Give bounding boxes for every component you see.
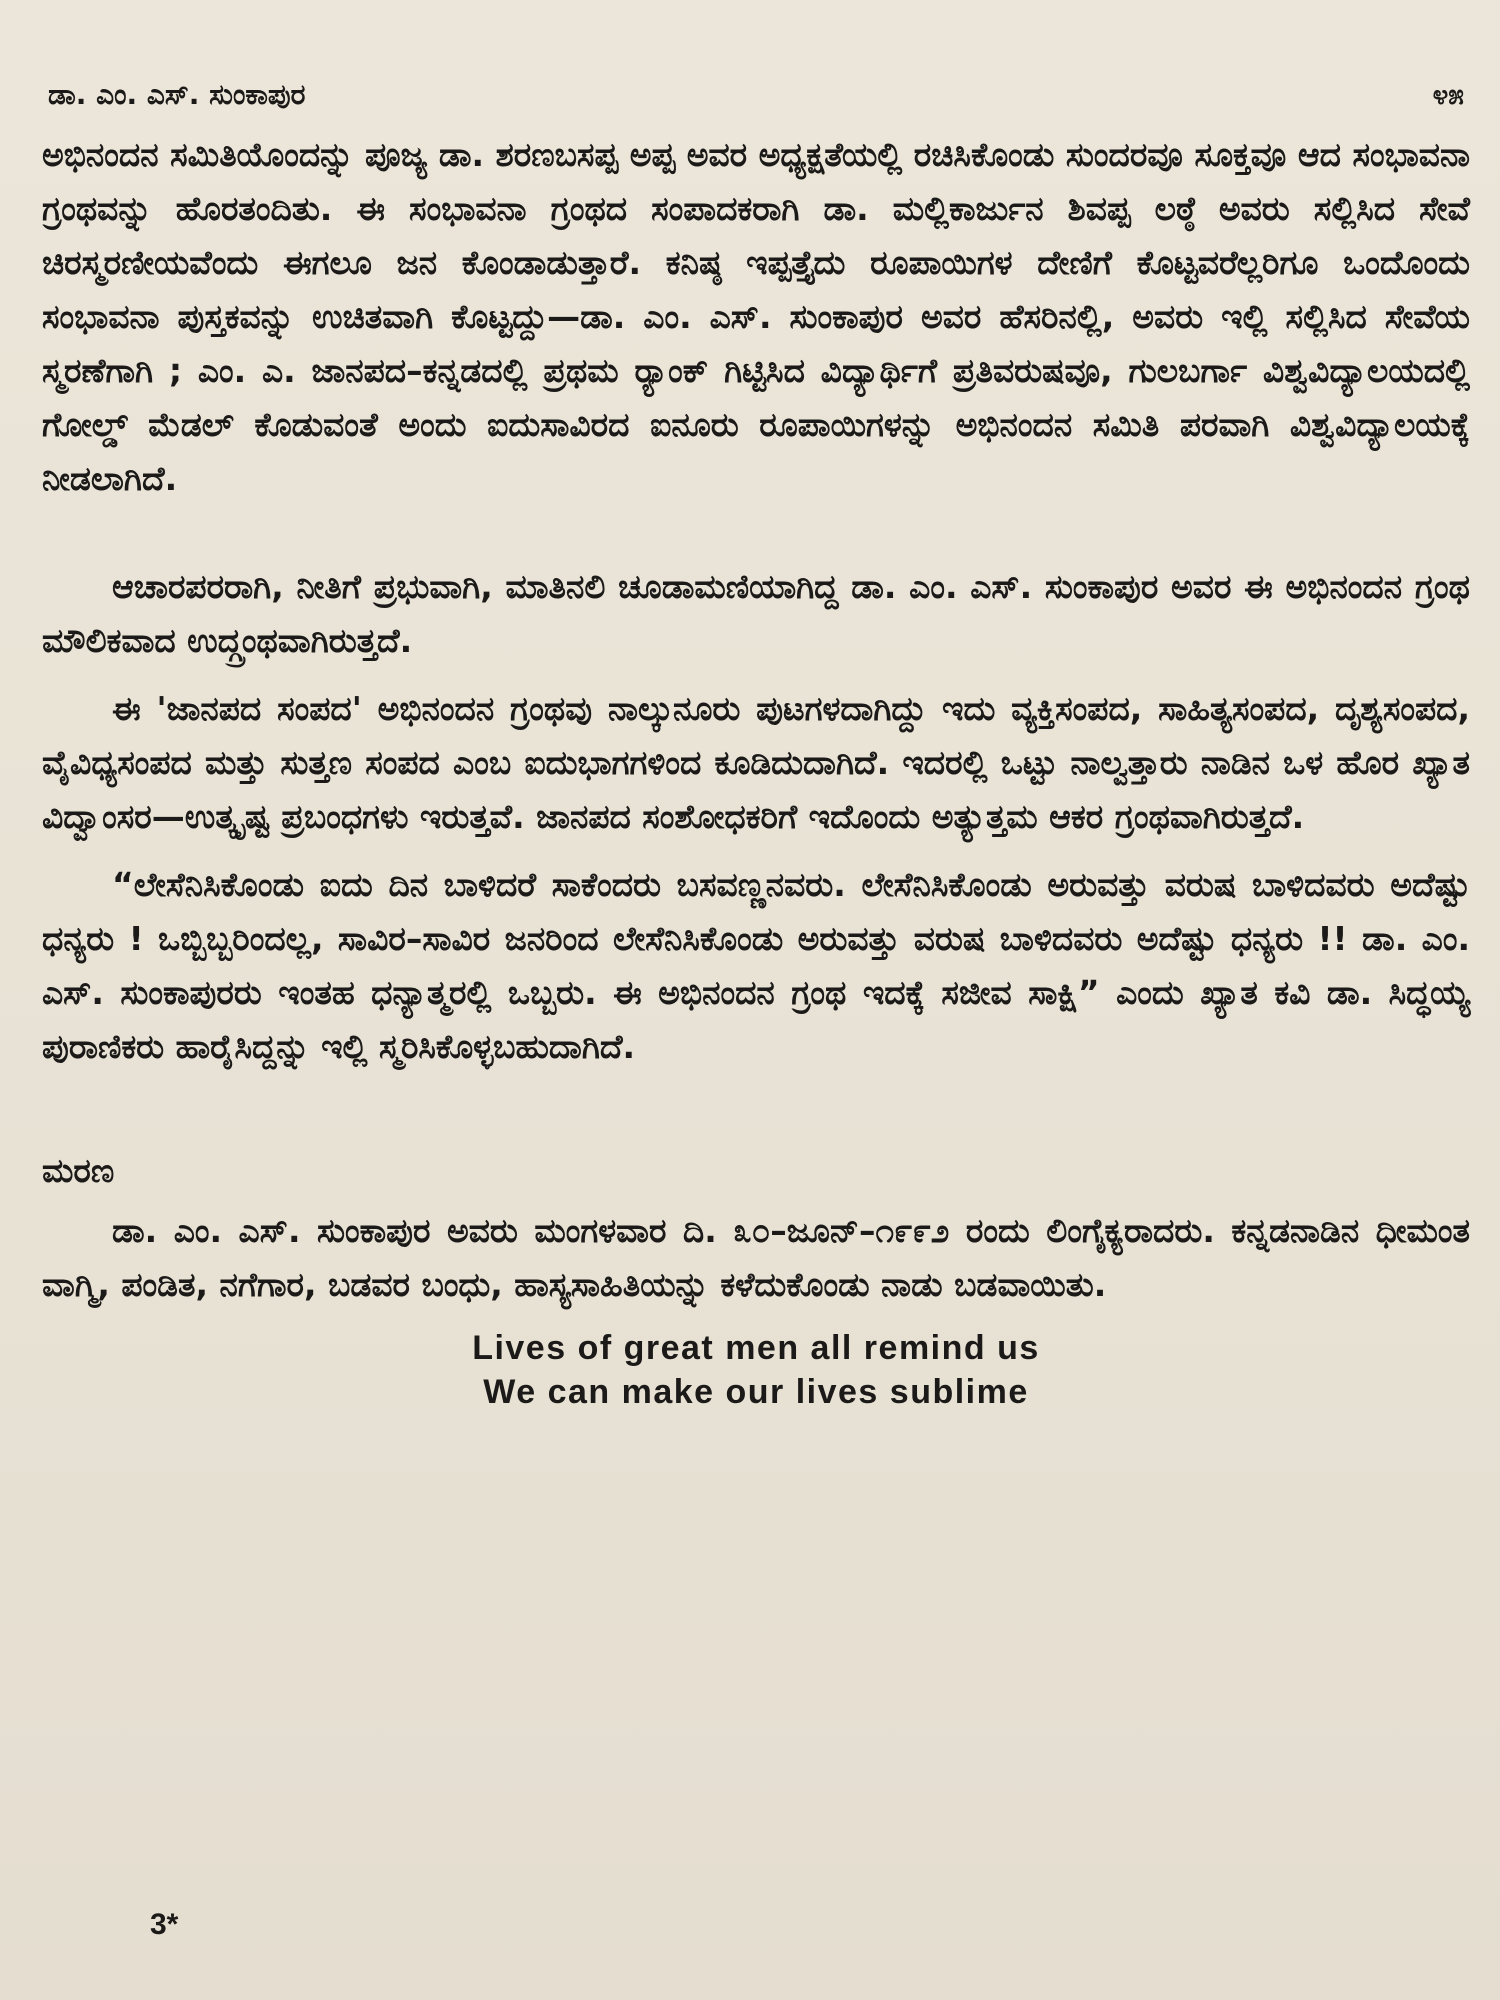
- paragraph-committee: ಅಭಿನಂದನ ಸಮಿತಿಯೊಂದನ್ನು ಪೂಜ್ಯ ಡಾ. ಶರಣಬಸಪ್ಪ ಅಪ್ಪ ಅವರ ಅಧ್ಯಕ್ಷತೆಯಲ್ಲಿ ರಚಿಸಿಕೊಂಡು ಸುಂದರವೂ ಸೂಕ್ತವೂ ಆದ ಸಂಭಾವನಾ ಗ್ರಂಥವನ್ನು ಹೊರತಂದಿತು. ಈ ಸಂಭಾವನಾ ಗ್ರಂಥದ ಸಂಪಾದಕರಾಗಿ ಡಾ. ಮಲ್ಲಿಕಾರ್ಜುನ ಶಿವಪ್ಪ ಲಠ್ಠೆ ಅವರು ಸಲ್ಲಿಸಿದ ಸೇವೆ ಚಿರಸ್ಮರಣೀಯವೆಂದು ಈಗಲೂ ಜನ ಕೊಂಡಾಡುತ್ತಾರೆ. ಕನಿಷ್ಠ ಇಪ್ಪತ್ತೈದು ರೂಪಾಯಿಗಳ ದೇಣಿಗೆ ಕೊಟ್ಟವರೆಲ್ಲರಿಗೂ ಒಂದೊಂದು ಸಂಭಾವನಾ ಪುಸ್ತಕವನ್ನು ಉಚಿತವಾಗಿ ಕೊಟ್ಟದ್ದು—ಡಾ. ಎಂ. ಎಸ್. ಸುಂಕಾಪುರ ಅವರ ಹೆಸರಿನಲ್ಲಿ, ಅವರು ಇಲ್ಲಿ ಸಲ್ಲಿಸಿದ ಸೇವೆಯ ಸ್ಮರಣೆಗಾಗಿ ; ಎಂ. ಎ. ಜಾನಪದ–ಕನ್ನಡದಲ್ಲಿ ಪ್ರಥಮ ರ್‍ಯಾಂಕ್ ಗಿಟ್ಟಿಸಿದ ವಿದ್ಯಾರ್ಥಿಗೆ ಪ್ರತಿವರುಷವೂ, ಗುಲಬರ್ಗಾ ವಿಶ್ವವಿದ್ಯಾಲಯದಲ್ಲಿ ಗೋಲ್ಡ್ ಮೆಡಲ್ ಕೊಡುವಂತೆ ಅಂದು ಐದುಸಾವಿರದ ಐನೂರು ರೂಪಾಯಿಗಳನ್ನು ಅಭಿನಂದನ ಸಮಿತಿ ಪರವಾಗಿ ವಿಶ್ವವಿದ್ಯಾಲಯಕ್ಕೆ ನೀಡಲಾಗಿದೆ.: [42, 135, 1470, 498]
- paragraph-character: ಆಚಾರಪರರಾಗಿ, ನೀತಿಗೆ ಪ್ರಭುವಾಗಿ, ಮಾತಿನಲಿ ಚೂಡಾಮಣಿಯಾಗಿದ್ದ ಡಾ. ಎಂ. ಎಸ್. ಸುಂಕಾಪುರ ಅವರ ಈ ಅಭಿನಂದನ ಗ್ರಂಥ ಮೌಲಿಕವಾದ ಉದ್ಗ್ರಂಥವಾಗಿರುತ್ತದೆ.: [42, 567, 1470, 660]
- header-title: ಡಾ. ಎಂ. ಎಸ್. ಸುಂಕಾಪುರ: [48, 78, 306, 111]
- quote-line-2: We can make our lives sublime: [483, 1373, 1029, 1411]
- paragraph-death: ಡಾ. ಎಂ. ಎಸ್. ಸುಂಕಾಪುರ ಅವರು ಮಂಗಳವಾರ ದಿ. ೩೦–ಜೂನ್–೧೯೯೨ ರಂದು ಲಿಂಗೈಕ್ಯರಾದರು. ಕನ್ನಡನಾಡಿನ ಧೀಮಂತ ವಾಗ್ಮಿ, ಪಂಡಿತ, ನಗೆಗಾರ, ಬಡವರ ಬಂಧು, ಹಾಸ್ಯಸಾಹಿತಿಯನ್ನು ಕಳೆದುಕೊಂಡು ನಾಡು ಬಡವಾಯಿತು.: [42, 1211, 1470, 1304]
- section-heading: ಮರಣ: [42, 1151, 115, 1190]
- paragraph-volume: ಈ 'ಜಾನಪದ ಸಂಪದ' ಅಭಿನಂದನ ಗ್ರಂಥವು ನಾಲ್ಕುನೂರು ಪುಟಗಳದಾಗಿದ್ದು ಇದು ವ್ಯಕ್ತಿಸಂಪದ, ಸಾಹಿತ್ಯಸಂಪದ, ದೃಶ್ಯಸಂಪದ, ವೈವಿಧ್ಯಸಂಪದ ಮತ್ತು ಸುತ್ತಣ ಸಂಪದ ಎಂಬ ಐದುಭಾಗಗಳಿಂದ ಕೂಡಿದುದಾಗಿದೆ. ಇದರಲ್ಲಿ ಒಟ್ಟು ನಾಲ್ವತ್ತಾರು ನಾಡಿನ ಒಳ ಹೊರ ಖ್ಯಾತ ವಿದ್ವಾಂಸರ—ಉತ್ಕೃಷ್ಟ ಪ್ರಬಂಧಗಳು ಇರುತ್ತವೆ. ಜಾನಪದ ಸಂಶೋಧಕರಿಗೆ ಇದೊಂದು ಅತ್ಯುತ್ತಮ ಆಕರ ಗ್ರಂಥವಾಗಿರುತ್ತದೆ.: [42, 689, 1470, 836]
- running-header: [48, 78, 1464, 112]
- page-number: ೪೫: [1432, 78, 1464, 111]
- signature-mark: 3*: [150, 1908, 179, 1941]
- quote-line-1: Lives of great men all remind us: [472, 1329, 1040, 1367]
- paragraph-tribute: “ಲೇಸೆನಿಸಿಕೊಂಡು ಐದು ದಿನ ಬಾಳಿದರೆ ಸಾಕೆಂದರು ಬಸವಣ್ಣನವರು. ಲೇಸೆನಿಸಿಕೊಂಡು ಅರುವತ್ತು ವರುಷ ಬಾಳಿದವರು ಅದೆಷ್ಟು ಧನ್ಯರು ! ಒಬ್ಬಿಬ್ಬರಿಂದಲ್ಲ, ಸಾವಿರ–ಸಾವಿರ ಜನರಿಂದ ಲೇಸೆನಿಸಿಕೊಂಡು ಅರುವತ್ತು ವರುಷ ಬಾಳಿದವರು ಅದೆಷ್ಟು ಧನ್ಯರು !! ಡಾ. ಎಂ. ಎಸ್. ಸುಂಕಾಪುರರು ಇಂತಹ ಧನ್ಯಾತ್ಮರಲ್ಲಿ ಒಬ್ಬರು. ಈ ಅಭಿನಂದನ ಗ್ರಂಥ ಇದಕ್ಕೆ ಸಜೀವ ಸಾಕ್ಷಿ” ಎಂದು ಖ್ಯಾತ ಕವಿ ಡಾ. ಸಿದ್ಧಯ್ಯ ಪುರಾಣಿಕರು ಹಾರೈಸಿದ್ದನ್ನು ಇಲ್ಲಿ ಸ್ಮರಿಸಿಕೊಳ್ಳಬಹುದಾಗಿದೆ.: [42, 865, 1470, 1066]
- epigraph-quote: [42, 1326, 1470, 1414]
